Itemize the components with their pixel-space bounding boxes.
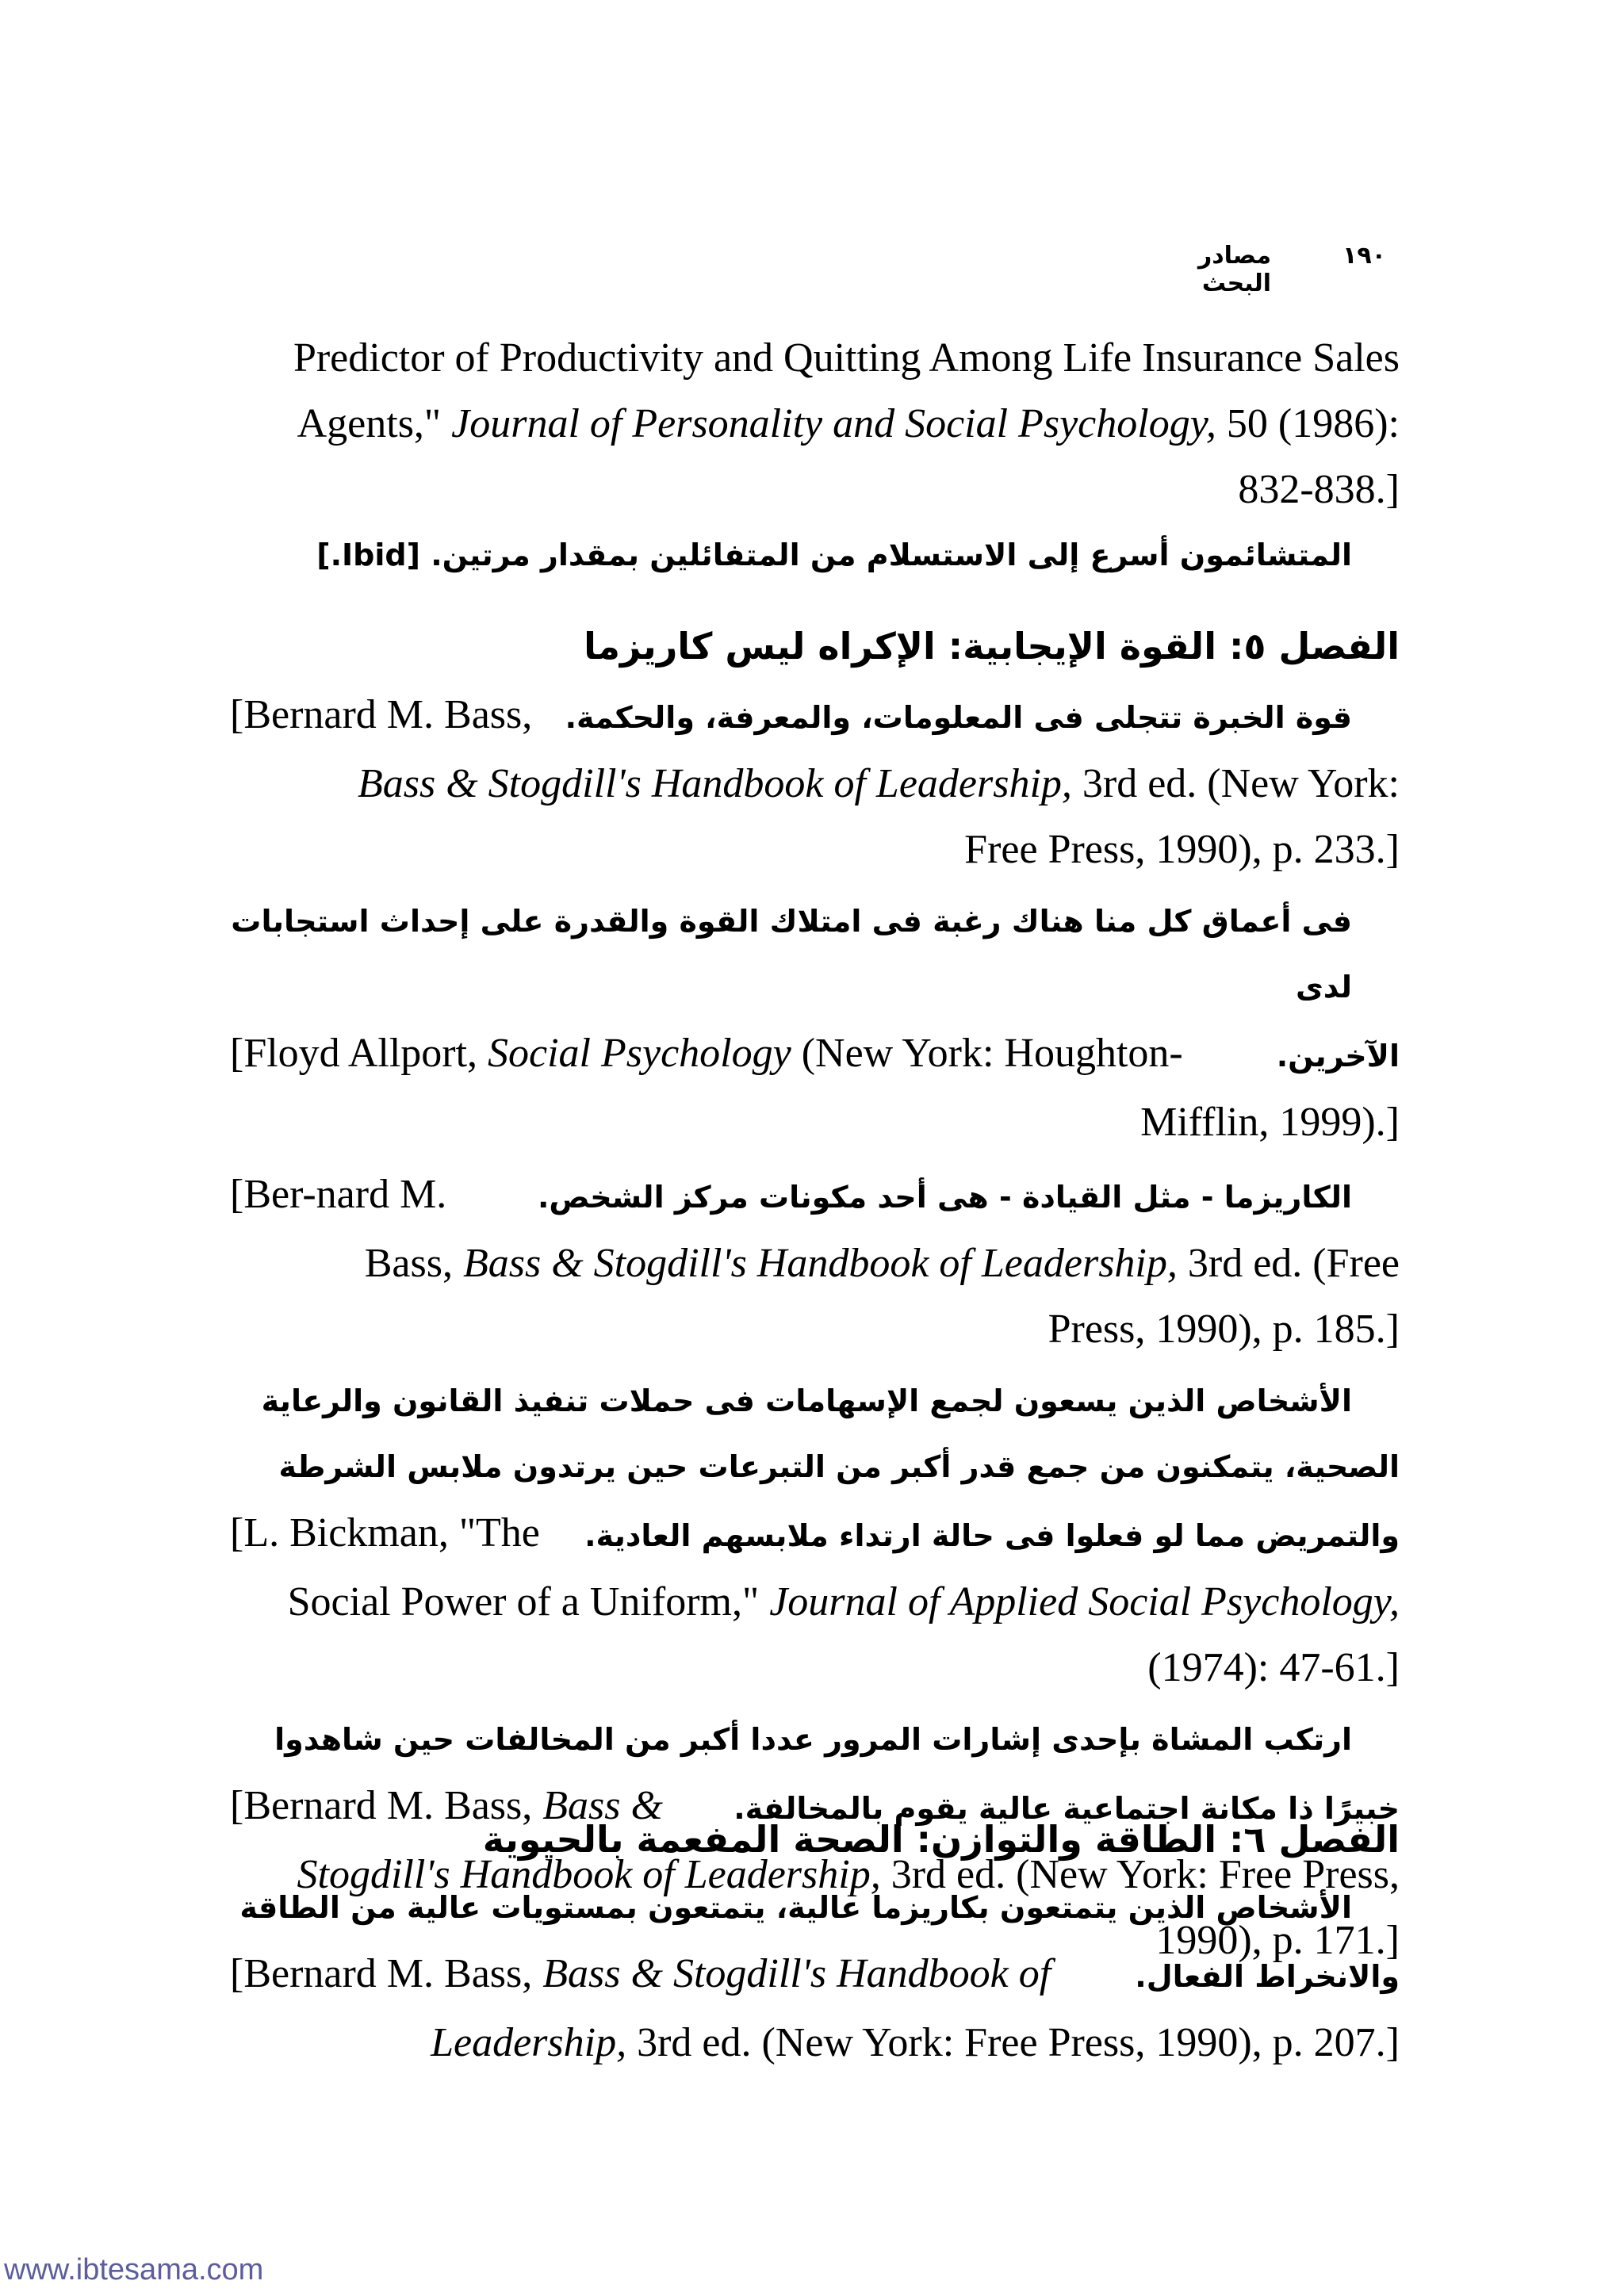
mixed-line xyxy=(230,682,1400,751)
journal-title: Journal of Personality and Social Psychology, xyxy=(451,401,1216,446)
citation-text: [Bernard M. Bass, xyxy=(230,692,533,737)
running-title: مصادر البحث xyxy=(1197,242,1272,297)
citation-text xyxy=(230,1020,1183,1086)
text-span: Agents," xyxy=(297,401,452,446)
text-line xyxy=(230,2010,1400,2076)
arabic-line: الصحية، يتمكنون من جمع قدر أكبر من التبرعات حين يرتدون ملابس الشرطة xyxy=(278,1449,1400,1484)
text-line: Predictor of Productivity and Quitting Among Life Insurance Sales xyxy=(293,335,1400,381)
mixed-line xyxy=(230,1020,1400,1089)
text-line: Mifflin, 1999).] xyxy=(1140,1100,1400,1145)
text-line: Free Press, 1990), p. 233.] xyxy=(964,827,1400,872)
text-span: 50 (1986): xyxy=(1216,401,1400,446)
citation-text: [L. Bickman, "The xyxy=(230,1510,540,1556)
page-number: ١٩٠ xyxy=(1342,242,1386,270)
mixed-line xyxy=(230,1500,1400,1569)
arabic-text: الكاريزما - مثل القيادة - هى أحد مكونات مركز الشخص. xyxy=(537,1180,1352,1215)
text-line: 1990), p. 171.] xyxy=(1155,1918,1400,1963)
text-span: Bass, xyxy=(364,1241,463,1286)
text-line xyxy=(230,1230,1400,1296)
text-span: [Floyd Allport, xyxy=(230,1031,488,1076)
text-line: 832-838.] xyxy=(1238,467,1400,512)
arabic-line: الأشخاص الذين يسعون لجمع الإسهامات فى حملات تنفيذ القانون والرعاية xyxy=(261,1383,1352,1418)
mixed-line xyxy=(230,1161,1400,1230)
arabic-text: والانخراط الفعال. xyxy=(1135,1959,1400,1994)
mixed-line xyxy=(230,1941,1400,2010)
chapter-5-section xyxy=(230,610,1400,1973)
text-span: 3rd ed. (New York: Free Press, xyxy=(880,1852,1400,1897)
arabic-text: قوة الخبرة تتجلى فى المعلومات، والمعرفة، والحكمة. xyxy=(565,700,1352,735)
chapter-heading: الفصل ٥: القوة الإيجابية: الإكراه ليس كاريزما xyxy=(584,625,1400,668)
running-header xyxy=(1158,242,1386,297)
book-title: Bass & Stogdill's Handbook of xyxy=(542,1951,1051,1996)
watermark-url: www.ibtesama.com xyxy=(4,2253,264,2286)
text-span: 3rd ed. (New York: xyxy=(1071,761,1400,806)
book-title: Bass & xyxy=(542,1783,663,1828)
chapter-6-section xyxy=(230,1804,1400,2076)
citation-text: [Ber-nard M. xyxy=(230,1172,447,1217)
text-line xyxy=(230,391,1400,457)
text-span: Social Power of a Uniform," xyxy=(287,1579,770,1624)
text-line xyxy=(230,751,1400,817)
arabic-line: ارتكب المشاة بإحدى إشارات المرور عددا أكبر من المخالفات حين شاهدوا xyxy=(274,1722,1352,1757)
text-line: Press, 1990), p. 185.] xyxy=(1048,1307,1400,1352)
book-title: Bass & Stogdill's Handbook of Leadership, xyxy=(357,761,1072,806)
reference-block-continued xyxy=(230,325,1400,588)
arabic-line: الأشخاص الذين يتمتعون بكاريزما عالية، يتمتعون بمستويات عالية من الطاقة xyxy=(239,1890,1352,1925)
text-span: 3rd ed. (New York: Free Press, 1990), p. 207.] xyxy=(626,2020,1400,2065)
text-span: (New York: Houghton- xyxy=(791,1031,1183,1076)
arabic-text: الآخرين. xyxy=(1276,1039,1400,1073)
book-title: Bass & Stogdill's Handbook of Leadership, xyxy=(462,1241,1178,1286)
chapter-heading: الفصل ٦: الطاقة والتوازن: الصحة المفعمة بالحيوية xyxy=(482,1818,1400,1861)
citation-text xyxy=(230,1941,1051,2007)
arabic-text: خبيرًا ذا مكانة اجتماعية عالية يقوم بالمخالفة. xyxy=(733,1791,1400,1826)
journal-title: Journal of Applied Social Psychology, xyxy=(769,1579,1400,1624)
arabic-text: والتمريض مما لو فعلوا فى حالة ارتداء ملابسهم العادية. xyxy=(584,1518,1400,1553)
text-span: [Bernard M. Bass, xyxy=(230,1951,543,1996)
book-title: Stogdill's Handbook of Leadership, xyxy=(297,1852,881,1897)
text-line xyxy=(230,1569,1400,1635)
text-line: (1974): 47-61.] xyxy=(1147,1645,1400,1690)
book-title: Leadership, xyxy=(431,2020,627,2065)
book-title: Social Psychology xyxy=(488,1031,791,1076)
arabic-line: فى أعماق كل منا هناك رغبة فى امتلاك القوة والقدرة على إحداث استجابات لدى xyxy=(231,904,1352,1004)
arabic-line: المتشائمون أسرع إلى الاستسلام من المتفائلين بمقدار مرتين. [Ibid.] xyxy=(316,538,1352,572)
text-span: [Bernard M. Bass, xyxy=(230,1783,543,1828)
text-span: 3rd ed. (Free xyxy=(1177,1241,1400,1286)
